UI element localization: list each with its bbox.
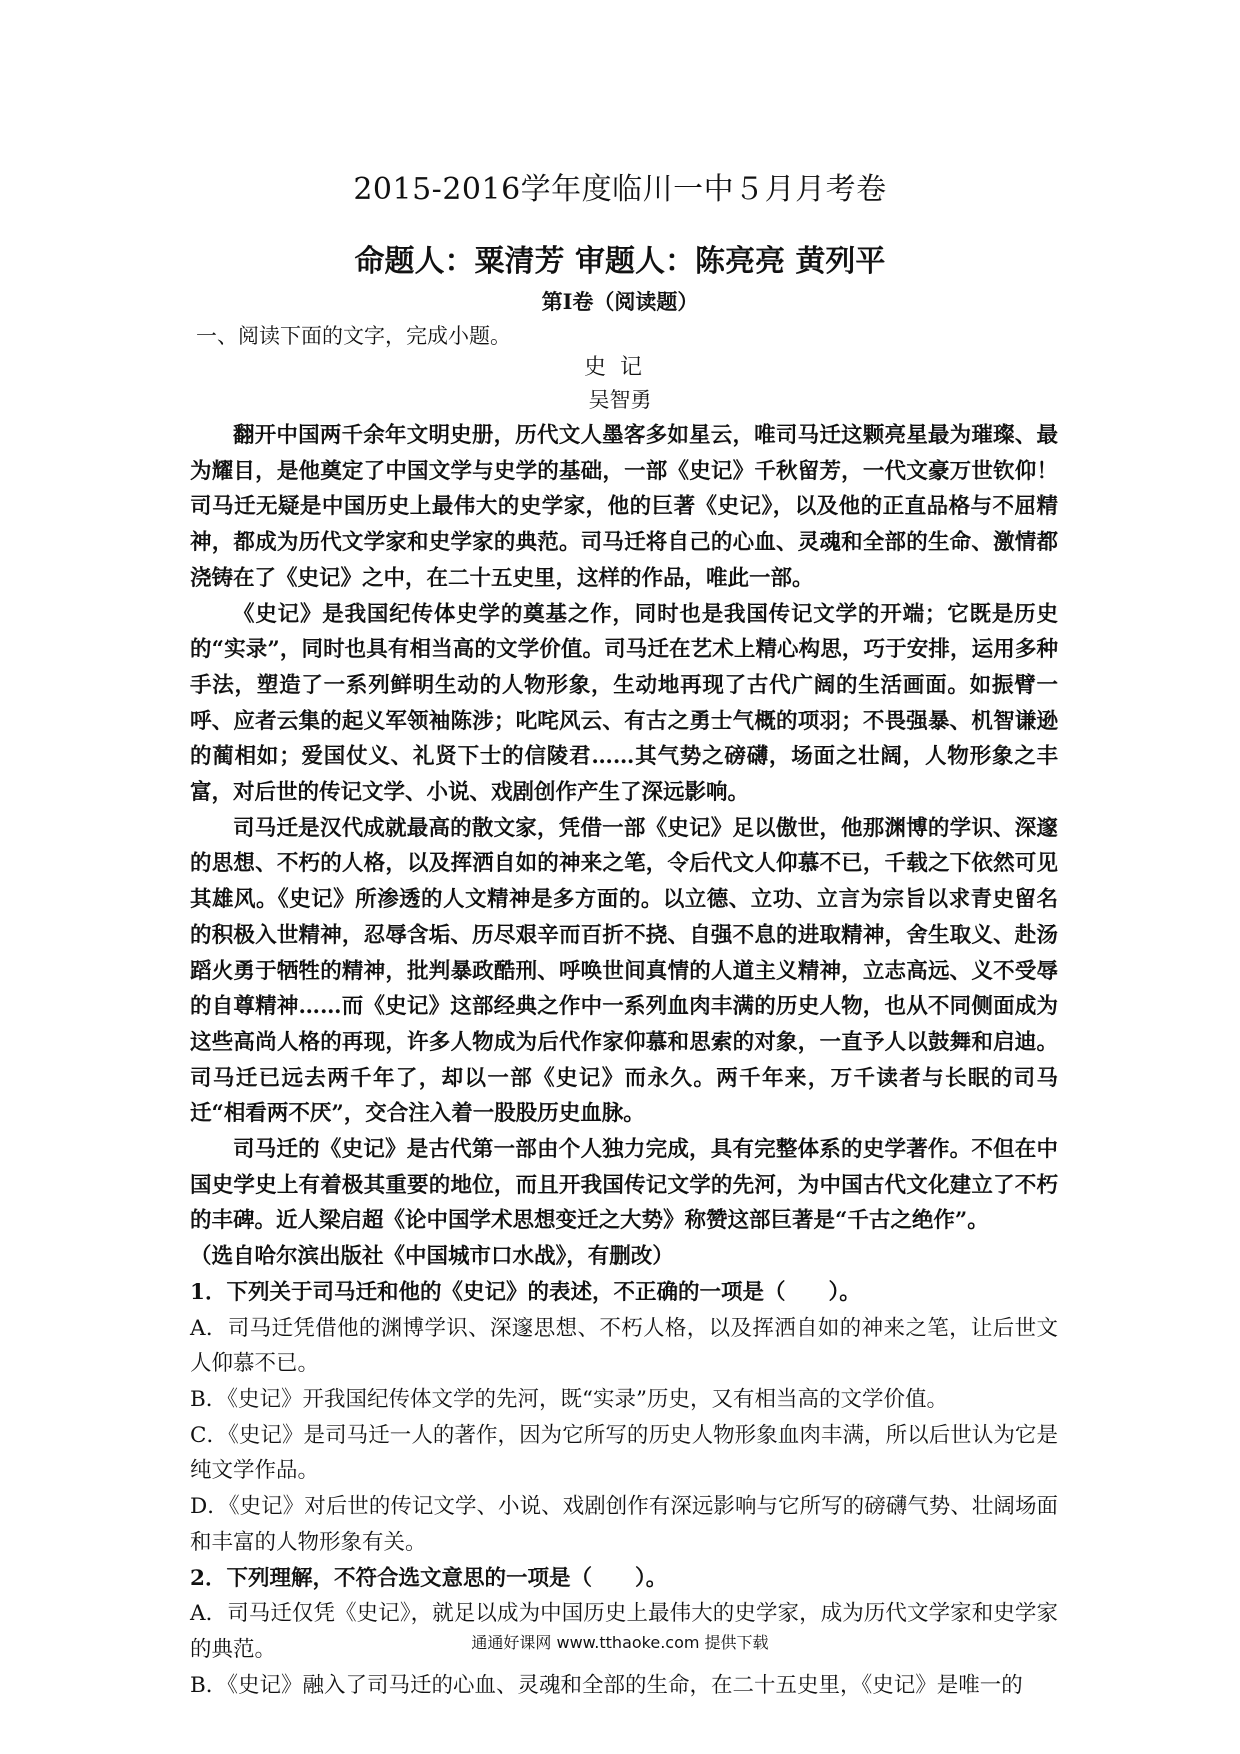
article-paragraph: 翻开中国两千余年文明史册，历代文人墨客多如星云，唯司马迁这颗亮星最为璀璨、最为耀目，是他奠定了中国文学与史学的基础，一部《史记》千秋留芳，一代文豪万世钦仰！司马迁无疑是中国历史上最伟大的史学家，他的巨著《史记》，以及他的正直品格与不屈精神，都成为历代文学家和史学家的典范。司马迁将自己的心血、灵魂和全部的生命、激情都浇铸在了《史记》之中，在二十五史里，这样的作品，唯此一部。 — [190, 423, 1058, 591]
question-option: A．司马迁仅凭《史记》，就足以成为中国历史上最伟大的史学家，成为历代文学家和史学家的典范。 — [190, 1601, 1058, 1662]
section-instruction: 一、阅读下面的文字，完成小题。 — [196, 324, 511, 348]
exam-authors: 命题人：粟清芳 审题人：陈亮亮 黄列平 — [354, 244, 886, 279]
question-option: B．《史记》开我国纪传体文学的先河，既“实录”历史，又有相当高的文学价值。 — [190, 1386, 949, 1412]
volume-heading: 第Ⅰ卷（阅读题） — [541, 289, 699, 314]
question-option: D．《史记》对后世的传记文学、小说、戏剧创作有深远影响与它所写的磅礴气势、壮阔场面和丰富的人物形象有关。 — [190, 1494, 1058, 1555]
page-footer: 通通好课网 www.tthaoke.com 提供下载 — [471, 1633, 769, 1652]
question-option: B．《史记》融入了司马迁的心血、灵魂和全部的生命，在二十五史里，《史记》是唯一的 — [190, 1672, 1023, 1698]
article-title: 史记 — [583, 355, 656, 380]
question-stem: 2．下列理解，不符合选文意思的一项是（ ）。 — [190, 1565, 668, 1591]
article-paragraph: 司马迁的《史记》是古代第一部由个人独力完成，具有完整体系的史学著作。不但在中国史学史上有着极其重要的地位，而且开我国传记文学的先河，为中国古代文化建立了不朽的丰碑。近人梁启超《论中国学术思想变迁之大势》称赞这部巨著是“千古之绝作”。 — [190, 1137, 1058, 1234]
article-body — [190, 418, 1058, 1703]
question-option: C．《史记》是司马迁一人的著作，因为它所写的历史人物形象血肉丰满，所以后世认为它是纯文学作品。 — [190, 1422, 1058, 1484]
article-paragraph: 《史记》是我国纪传体史学的奠基之作，同时也是我国传记文学的开端；它既是历史的“实录”，同时也具有相当高的文学价值。司马迁在艺术上精心构思，巧于安排，运用多种手法，塑造了一系列鲜明生动的人物形象，生动地再现了古代广阔的生活画面。如振臂一呼、应者云集的起义军领袖陈涉；叱咤风云、有古之勇士气概的项羽；不畏强暴、机智谦逊的蔺相如；爱国仗义、礼贤下士的信陵君……其气势之磅礴，场面之壮阔，人物形象之丰富，对后世的传记文学、小说、戏剧创作产生了深远影响。 — [190, 601, 1058, 806]
exam-title: 2015-2016学年度临川一中５月月考卷 — [353, 172, 887, 207]
article-paragraph: 司马迁是汉代成就最高的散文家，凭借一部《史记》足以傲世，他那渊博的学识、深邃的思想、不朽的人格，以及挥洒自如的神来之笔，令后代文人仰慕不已，千载之下依然可见其雄风。《史记》所渗透的人文精神是多方面的。以立德、立功、立言为宗旨以求青史留名的积极入世精神，忍辱含垢、历尽艰辛而百折不挠、自强不息的进取精神，舍生取义、赴汤蹈火勇于牺牲的精神，批判暴政酷刑、呼唤世间真情的人道主义精神，立志高远、义不受辱的自尊精神……而《史记》这部经典之作中一系列血肉丰满的历史人物，也从不同侧面成为这些高尚人格的再现，许多人物成为后代作家仰慕和思索的对象，一直予人以鼓舞和启迪。司马迁已远去两千年了，却以一部《史记》而永久。两千年来，万千读者与长眠的司马迁“相看两不厌”，交合注入着一股股历史血脉。 — [190, 815, 1058, 1127]
article-author: 吴智勇 — [588, 388, 652, 412]
article-source: （选自哈尔滨出版社《中国城市口水战》，有删改） — [190, 1244, 674, 1270]
question-stem: 1．下列关于司马迁和他的《史记》的表述，不正确的一项是（ ）。 — [190, 1279, 861, 1305]
question-option: A．司马迁凭借他的渊博学识、深邃思想、不朽人格，以及挥洒自如的神来之笔，让后世文人仰慕不已。 — [190, 1315, 1058, 1377]
